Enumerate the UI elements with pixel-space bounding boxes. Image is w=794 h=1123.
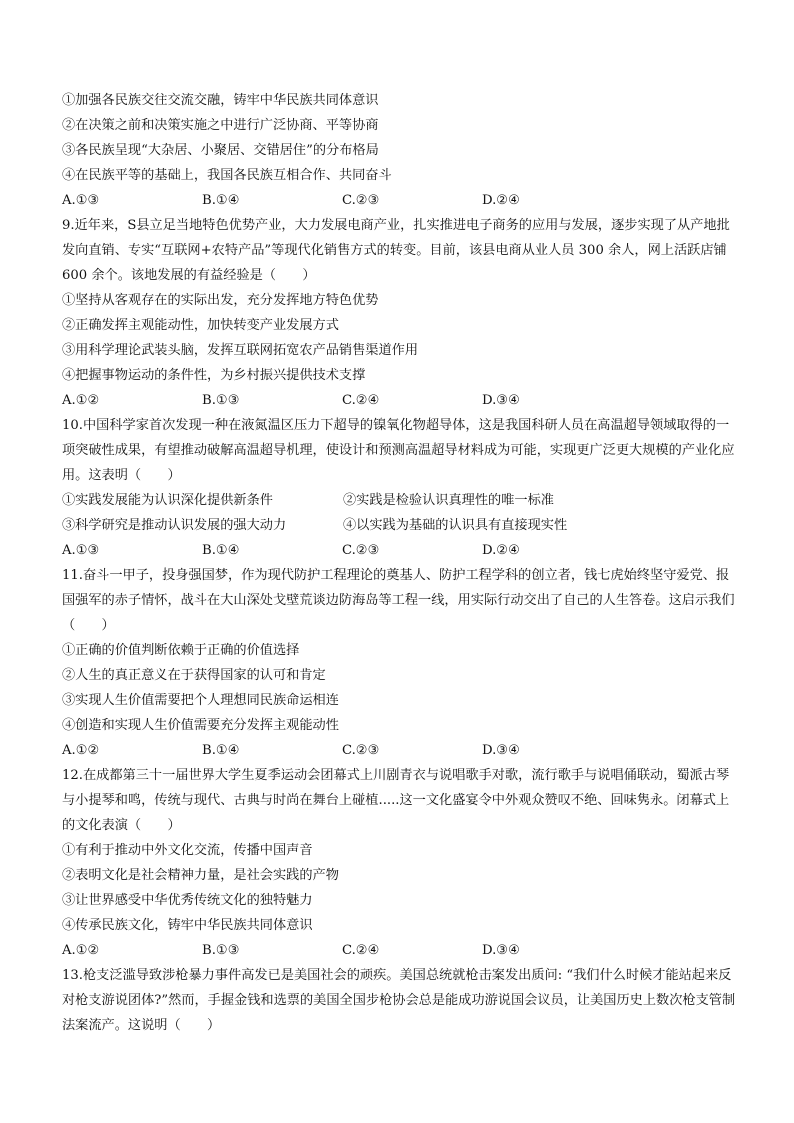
q10-statement-4: ④以实践为基础的认识具有直接现实性 (343, 518, 568, 533)
q8-option-a: A.①③ (62, 193, 100, 208)
q11-stem: 11.奋斗一甲子，投身强国梦，作为现代防护工程理论的奠基人、防护工程学科的创立者，钱七虎始终坚守爱党、报国强军的赤子情怀，战斗在大山深处戈壁荒谈边防海岛等工程一线，用实际行动交出了自己的人生答卷。这启示我们（ ） (62, 568, 735, 633)
q9-statement-4: ④把握事物运动的条件性，为乡村振兴提供技术支撑 (62, 368, 366, 383)
q11-option-d: D.③④ (482, 743, 520, 758)
q11-statement-2: ②人生的真正意义在于获得国家的认可和肯定 (62, 668, 326, 683)
q10-statements-row-1 (62, 488, 738, 513)
q9-statement-1: ①坚持从客观存在的实际出发，充分发挥地方特色优势 (62, 293, 379, 308)
q11-options (62, 738, 738, 763)
q13-stem: 13.枪支泛滥导致涉枪暴力事件高发已是美国社会的顽疾。美国总统就枪击案发出质问: “我们什么时候才能站起来反对枪支游说团体?”然而，手握金钱和选票的美国全国步枪协会总是能成功游说国会议员，让美国历史上数次枪支管制法案流产。这说明（ ） (62, 968, 736, 1033)
q10-statement-2: ②实践是检验认识真理性的唯一标准 (343, 493, 554, 508)
q12-statement-1: ①有利于推动中外文化交流，传播中国声音 (62, 843, 313, 858)
q8-option-d: D.②④ (482, 193, 520, 208)
q9-statement-3: ③用科学理论武装头脑，发挥互联网拓宽农产品销售渠道作用 (62, 343, 419, 358)
q10-option-c: C.②③ (342, 543, 380, 558)
q12-stem: 12.在成都第三十一届世界大学生夏季运动会团幕式上川剧青衣与说唱歌手对歌，流行歌手与说唱俑联动，蜀派古琴与小提琴和鸣，传统与现代、古典与时尚在舞台上碰植.....这一文化盛宴令中外观众赞叹不绝、回味隽永。闭幕式上的文化表演（ ） (62, 768, 730, 833)
q12-statement-2: ②表明文化是社会精神力量，是社会实践的产物 (62, 868, 339, 883)
q9-option-c: C.②④ (342, 393, 380, 408)
q11-statement-1: ①正确的价值判断依赖于正确的价值选择 (62, 643, 300, 658)
q10-option-a: A.①③ (62, 543, 100, 558)
q10-stem: 10.中国科学家首次发现一种在液氮温区压力下超导的镍氧化物超导体，这是我国科研人员在高温超导领域取得的一项突破性成果，有望推动破解高温超导机理，使设计和预测高温超导材料成为可能，实现更广泛更大规模的产业化应用。这表明（ ） (62, 418, 735, 483)
q8-option-b: B.①④ (202, 193, 240, 208)
q9-option-d: D.③④ (482, 393, 520, 408)
q9-options (62, 388, 738, 413)
q8-statement-4: ④在民族平等的基础上，我国各民族互相合作、共同奋斗 (62, 168, 392, 183)
q12-statement-3: ③让世界感受中华优秀传统文化的独特魅力 (62, 893, 313, 908)
q9-stem: 9.近年来，S县立足当地特色优势产业，大力发展电商产业，扎实推进电子商务的应用与发展，逐步实现了从产地批发向直销、专实“互联网+农特产品”等现代化销售方式的转变。目前，该县电商从业人员 300 余人，网上活跃店铺 600 余个。该地发展的有益经验是（ ） (62, 218, 730, 283)
q11-option-c: C.②③ (342, 743, 380, 758)
q9-option-a: A.①② (62, 393, 100, 408)
q8-option-c: C.②③ (342, 193, 380, 208)
exam-page (62, 88, 738, 1038)
q12-option-d: D.③④ (482, 943, 520, 958)
q11-statement-3: ③实现人生价值需要把个人理想同民族命运相连 (62, 693, 339, 708)
q10-option-d: D.②④ (482, 543, 520, 558)
q10-statement-3: ③科学研究是推动认识发展的强大动力 (62, 518, 287, 533)
q10-statements-row-2 (62, 513, 738, 538)
q10-statement-1: ①实践发展能为认识深化提供新条件 (62, 493, 273, 508)
q12-options (62, 938, 738, 963)
q11-option-a: A.①② (62, 743, 100, 758)
q10-option-b: B.①④ (202, 543, 240, 558)
q8-statement-3: ③各民族呈现“大杂居、小聚居、交错居住”的分布格局 (62, 143, 379, 158)
q8-options (62, 188, 738, 213)
q12-option-c: C.②④ (342, 943, 380, 958)
q8-statement-2: ②在决策之前和决策实施之中进行广泛协商、平等协商 (62, 118, 379, 133)
q12-option-b: B.①③ (202, 943, 240, 958)
q12-statement-4: ④传承民族文化，铸牢中华民族共同体意识 (62, 918, 313, 933)
q12-option-a: A.①② (62, 943, 100, 958)
q9-option-b: B.①③ (202, 393, 240, 408)
q8-statement-1: ①加强各民族交往交流交融，铸牢中华民族共同体意识 (62, 93, 379, 108)
q9-statement-2: ②正确发挥主观能动性，加快转变产业发展方式 (62, 318, 339, 333)
q11-statement-4: ④创造和实现人生价值需要充分发挥主观能动性 (62, 718, 339, 733)
q11-option-b: B.①④ (202, 743, 240, 758)
q10-options (62, 538, 738, 563)
